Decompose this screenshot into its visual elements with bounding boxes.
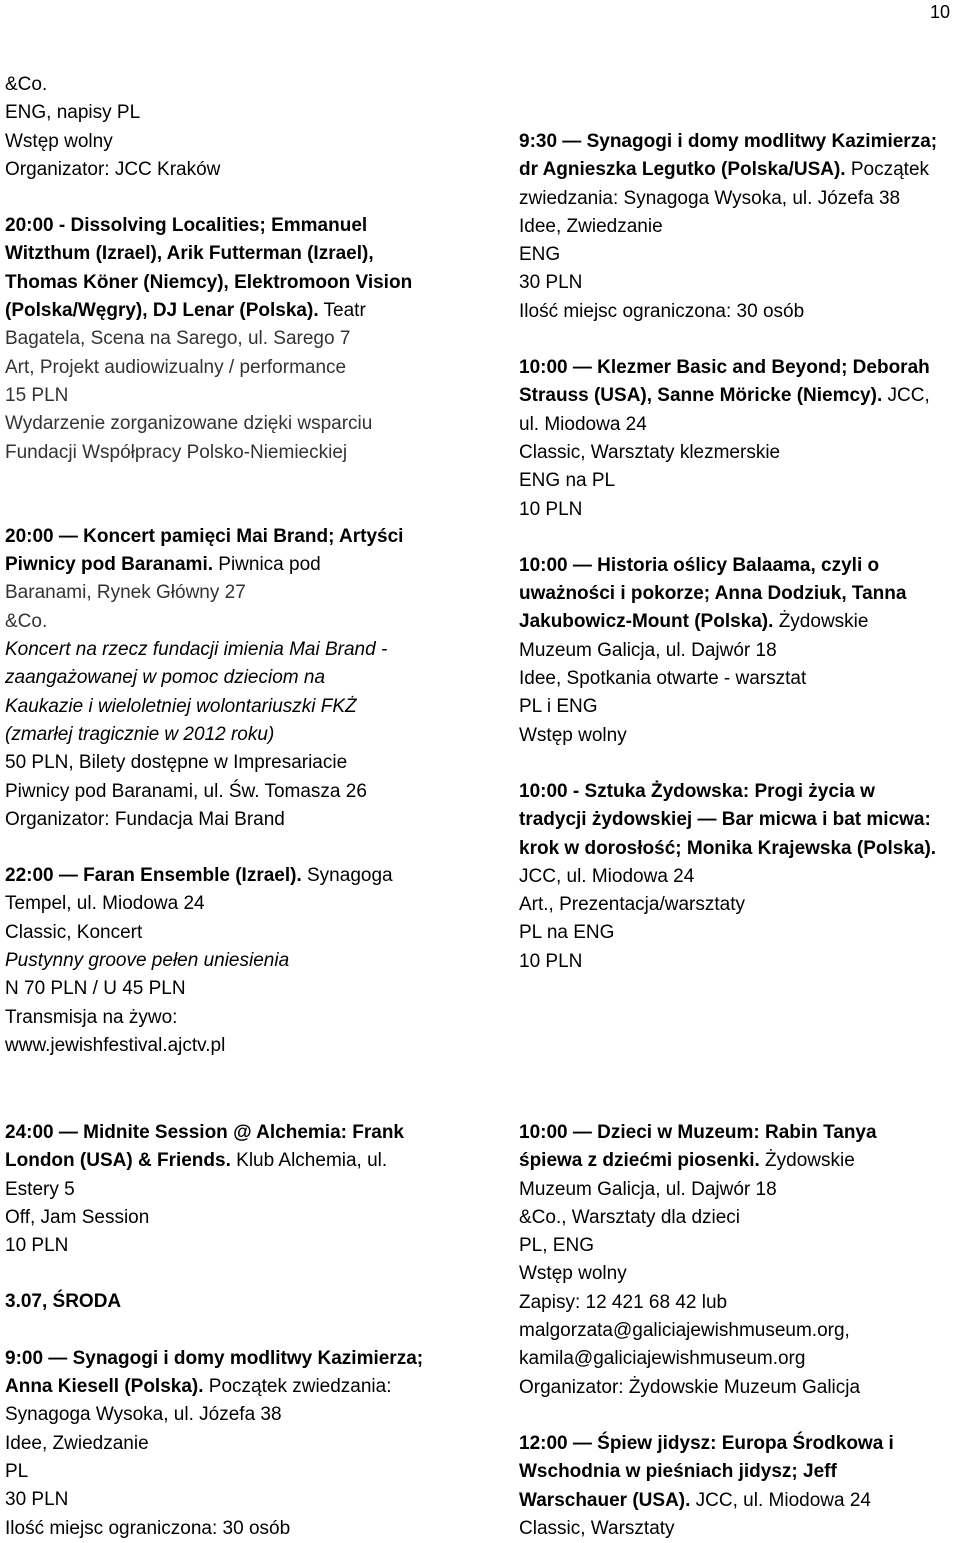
- text-line: &Co., Warsztaty dla dzieci: [519, 1206, 741, 1228]
- text-line: [5, 467, 455, 495]
- text-line: zaangażowanej w pomoc dzieciom na: [5, 667, 326, 689]
- text-line: tradycji żydowskiej — Bar micwa i bat micwa:: [519, 809, 931, 831]
- text-line: 10 PLN: [519, 498, 583, 520]
- text-line: Tempel, ul. Miodowa 24: [5, 893, 205, 915]
- text-line: 10:00 — Dzieci w Muzeum: Rabin Tanya: [519, 1122, 877, 1143]
- text-line: Muzeum Galicja, ul. Dajwór 18: [519, 639, 777, 661]
- text-line: Idee, Zwiedzanie: [5, 1432, 149, 1454]
- column-top-left: [5, 71, 455, 1060]
- text-line: [5, 862, 455, 890]
- event-detail-part: Żydowskie: [773, 611, 869, 633]
- text-line: Organizator: Fundacja Mai Brand: [5, 808, 285, 830]
- text-line: Witzthum (Izrael), Arik Futterman (Izrael),: [5, 243, 374, 265]
- text-line: 20:00 - Dissolving Localities; Emmanuel: [5, 215, 368, 237]
- event-detail-part: Piwnica pod: [213, 554, 321, 576]
- text-line: 3.07, ŚRODA: [5, 1291, 122, 1313]
- event-heading-part: śpiewa z dziećmi piosenki.: [519, 1150, 760, 1172]
- text-line: [5, 495, 455, 523]
- text-line: [519, 156, 960, 184]
- text-line: 15 PLN: [5, 384, 69, 406]
- text-line: 20:00 — Koncert pamięci Mai Brand; Artyści: [5, 525, 404, 547]
- text-line: &Co.: [5, 74, 48, 95]
- event-heading-part: Piwnicy pod Baranami.: [5, 554, 213, 576]
- text-line: [5, 1317, 455, 1345]
- text-line: Wstęp wolny: [519, 1263, 627, 1285]
- event-detail-part: Teatr: [318, 300, 366, 322]
- text-line: [5, 1373, 455, 1401]
- text-line: ENG: [519, 244, 561, 266]
- text-line: 12:00 — Śpiew jidysz: Europa Środkowa i: [519, 1432, 894, 1454]
- text-line: Baranami, Rynek Główny 27: [5, 582, 246, 604]
- text-line: [519, 326, 960, 354]
- text-line: (zmarłej tragicznie w 2012 roku): [5, 723, 275, 745]
- text-line: Estery 5: [5, 1178, 75, 1200]
- event-heading-part: Strauss (USA), Sanne Möricke (Niemcy).: [519, 385, 883, 407]
- text-line: Idee, Spotkania otwarte - warsztat: [519, 668, 807, 690]
- text-line: [5, 1147, 455, 1175]
- text-line: Zapisy: 12 421 68 42 lub: [519, 1291, 728, 1313]
- text-line: Wstęp wolny: [519, 724, 627, 746]
- column-bottom-left: [5, 1119, 455, 1543]
- text-line: PL, ENG: [519, 1235, 594, 1257]
- event-heading-part: London (USA) & Friends.: [5, 1150, 231, 1172]
- text-line: 10:00 — Historia oślicy Balaama, czyli o: [519, 554, 880, 576]
- text-line: 50 PLN, Bilety dostępne w Impresariacie: [5, 752, 348, 774]
- event-detail-part: Klub Alchemia, ul.: [230, 1150, 388, 1172]
- text-line: &Co.: [5, 610, 48, 632]
- text-line: Koncert na rzecz fundacji imienia Mai Brand -: [5, 639, 388, 661]
- text-line: ENG, napisy PL: [5, 102, 141, 124]
- event-detail-part: JCC,: [882, 385, 930, 407]
- text-line: krok w dorosłość; Monika Krajewska (Polska).: [519, 837, 937, 859]
- event-heading-part: dr Agnieszka Legutko (Polska/USA).: [519, 159, 846, 181]
- text-line: [519, 1402, 960, 1430]
- text-line: [519, 750, 960, 778]
- text-line: Ilość miejsc ograniczona: 30 osób: [5, 1517, 291, 1539]
- text-line: Fundacji Współpracy Polsko-Niemieckiej: [5, 441, 348, 463]
- text-line: Wydarzenie zorganizowane dzięki wsparciu: [5, 413, 373, 435]
- column-top-right: [519, 128, 960, 976]
- event-detail-part: Synagoga: [301, 865, 393, 887]
- text-line: Pustynny groove pełen uniesienia: [5, 950, 290, 972]
- event-heading-part: Warschauer (USA).: [519, 1489, 691, 1511]
- text-line: Thomas Köner (Niemcy), Elektromoon Vision: [5, 271, 413, 293]
- text-line: PL na ENG: [519, 922, 615, 944]
- text-line: Piwnicy pod Baranami, ul. Św. Tomasza 26: [5, 780, 367, 802]
- text-line: 9:30 — Synagogi i domy modlitwy Kazimierza;: [519, 131, 938, 152]
- text-line: 10 PLN: [5, 1235, 69, 1257]
- text-line: Transmisja na żywo:: [5, 1006, 178, 1028]
- text-line: Off, Jam Session: [5, 1206, 150, 1228]
- text-line: zwiedzania: Synagoga Wysoka, ul. Józefa 38: [519, 187, 901, 209]
- text-line: 10:00 - Sztuka Żydowska: Progi życia w: [519, 780, 875, 802]
- text-line: Muzeum Galicja, ul. Dajwór 18: [519, 1178, 777, 1200]
- text-line: [519, 382, 960, 410]
- text-line: [519, 524, 960, 552]
- text-line: JCC, ul. Miodowa 24: [519, 865, 695, 887]
- text-line: Classic, Warsztaty: [519, 1517, 675, 1539]
- text-line: [5, 551, 455, 579]
- text-line: [5, 1260, 455, 1288]
- text-line: uważności i pokorze; Anna Dodziuk, Tanna: [519, 583, 907, 605]
- text-line: malgorzata@galiciajewishmuseum.org,: [519, 1320, 850, 1342]
- text-line: [519, 1147, 960, 1175]
- text-line: [519, 608, 960, 636]
- text-line: [519, 1487, 960, 1515]
- text-line: PL: [5, 1460, 29, 1482]
- text-line: [5, 297, 455, 325]
- text-line: 24:00 — Midnite Session @ Alchemia: Frank: [5, 1122, 404, 1143]
- text-line: kamila@galiciajewishmuseum.org: [519, 1348, 806, 1370]
- text-line: Organizator: Żydowskie Muzeum Galicja: [519, 1376, 861, 1398]
- page-number: 10: [929, 2, 950, 22]
- text-line: 9:00 — Synagogi i domy modlitwy Kazimierza;: [5, 1347, 424, 1369]
- text-line: 10:00 — Klezmer Basic and Beyond; Deborah: [519, 357, 930, 379]
- text-line: Organizator: JCC Kraków: [5, 158, 221, 180]
- text-line: ul. Miodowa 24: [519, 413, 647, 435]
- text-line: 30 PLN: [5, 1489, 69, 1511]
- text-line: Art., Prezentacja/warsztaty: [519, 894, 745, 916]
- event-heading-part: 22:00 — Faran Ensemble (Izrael).: [5, 865, 302, 887]
- text-line: PL i ENG: [519, 696, 598, 718]
- text-line: Classic, Koncert: [5, 921, 143, 943]
- column-bottom-right: [519, 1119, 960, 1543]
- text-line: Classic, Warsztaty klezmerskie: [519, 441, 781, 463]
- text-line: Kaukazie i wieloletniej wolontariuszki FKŻ: [5, 695, 357, 717]
- text-line: Bagatela, Scena na Sarego, ul. Sarego 7: [5, 328, 351, 350]
- event-detail-part: Żydowskie: [759, 1150, 855, 1172]
- event-heading-part: Jakubowicz-Mount (Polska).: [519, 611, 774, 633]
- text-line: Art, Projekt audiowizualny / performance: [5, 356, 347, 378]
- event-detail-part: Początek: [845, 159, 930, 181]
- text-line: www.jewishfestival.ajctv.pl: [5, 1034, 226, 1056]
- text-line: 30 PLN: [519, 272, 583, 294]
- text-line: [5, 184, 455, 212]
- text-line: Wstęp wolny: [5, 130, 113, 152]
- text-line: 10 PLN: [519, 950, 583, 972]
- event-detail-part: Początek zwiedzania:: [203, 1376, 392, 1398]
- text-line: Synagoga Wysoka, ul. Józefa 38: [5, 1404, 282, 1426]
- text-line: ENG na PL: [519, 470, 616, 492]
- text-line: [5, 834, 455, 862]
- text-line: Wschodnia w pieśniach jidysz; Jeff: [519, 1461, 837, 1483]
- text-line: Idee, Zwiedzanie: [519, 215, 663, 237]
- text-line: N 70 PLN / U 45 PLN: [5, 978, 186, 1000]
- event-heading-part: Anna Kiesell (Polska).: [5, 1376, 204, 1398]
- event-detail-part: JCC, ul. Miodowa 24: [690, 1489, 871, 1511]
- event-heading-part: (Polska/Węgry), DJ Lenar (Polska).: [5, 300, 319, 322]
- text-line: Ilość miejsc ograniczona: 30 osób: [519, 300, 805, 322]
